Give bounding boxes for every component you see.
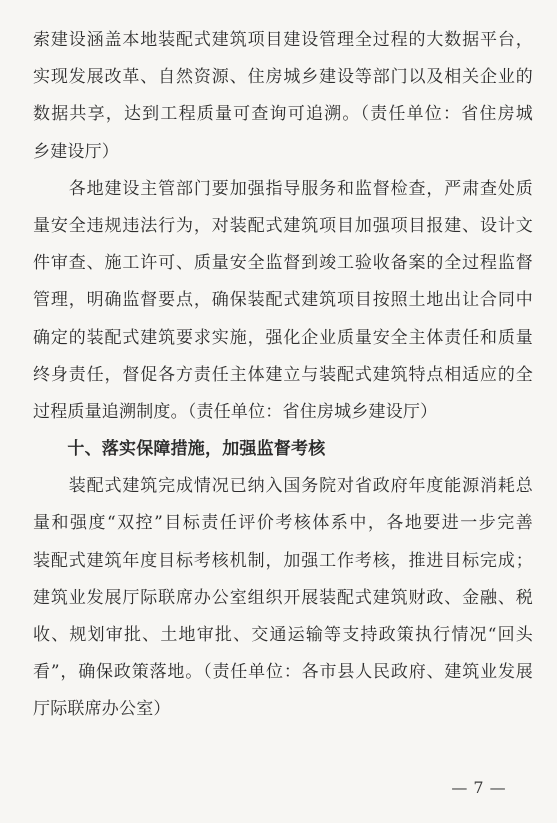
text-line: 收、规划审批、土地审批、交通运输等支持政策执行情况“回头 bbox=[33, 625, 533, 645]
text-line: 件审查、施工许可、质量安全监督到竣工验收备案的全过程监督 bbox=[33, 253, 533, 274]
page-number: 7 bbox=[473, 778, 484, 797]
text-line: 终身责任，督促各方责任主体建立与装配式建筑特点相适应的全 bbox=[33, 364, 533, 385]
text-line: 管理，明确监督要点，确保装配式建筑项目按照土地出让合同中 bbox=[33, 290, 533, 311]
text-line: 看”，确保政策落地。（责任单位：各市县人民政府、建筑业发展 bbox=[33, 662, 533, 683]
text-line: 厅际联席办公室） bbox=[33, 699, 171, 720]
text-line: 量安全违规违法行为，对装配式建筑项目加强项目报建、设计文 bbox=[33, 215, 533, 236]
text-line: 确定的装配式建筑要求实施，强化企业质量安全主体责任和质量 bbox=[33, 327, 533, 348]
paragraph bbox=[33, 171, 533, 431]
footer-dash-left: — bbox=[451, 778, 468, 797]
footer-dash-right: — bbox=[489, 778, 506, 797]
text-line: 建筑业发展厅际联席办公室组织开展装配式建筑财政、金融、税 bbox=[33, 587, 533, 608]
text-line: 实现发展改革、自然资源、住房城乡建设等部门以及相关企业的 bbox=[33, 67, 533, 88]
page-footer bbox=[0, 778, 557, 797]
text-line: 索建设涵盖本地装配式建筑项目建设管理全过程的大数据平台， bbox=[33, 30, 533, 50]
paragraph bbox=[33, 22, 533, 171]
section-heading: 十、落实保障措施，加强监督考核 bbox=[33, 439, 326, 460]
text-line: 乡建设厅） bbox=[33, 141, 119, 162]
text-line: 装配式建筑完成情况已纳入国务院对省政府年度能源消耗总 bbox=[33, 476, 533, 497]
text-line: 过程质量追溯制度。（责任单位：省住房城乡建设厅） bbox=[33, 401, 438, 422]
document-body bbox=[33, 22, 533, 729]
text-line: 各地建设主管部门要加强指导服务和监督检查，严肃查处质 bbox=[33, 178, 533, 199]
text-line: 量和强度“双控”目标责任评价考核体系中，各地要进一步完善 bbox=[33, 513, 533, 534]
paragraph bbox=[33, 468, 533, 728]
text-line: 装配式建筑年度目标考核机制，加强工作考核，推进目标完成； bbox=[33, 550, 533, 571]
text-line: 数据共享，达到工程质量可查询可追溯。（责任单位：省住房城 bbox=[33, 104, 533, 125]
